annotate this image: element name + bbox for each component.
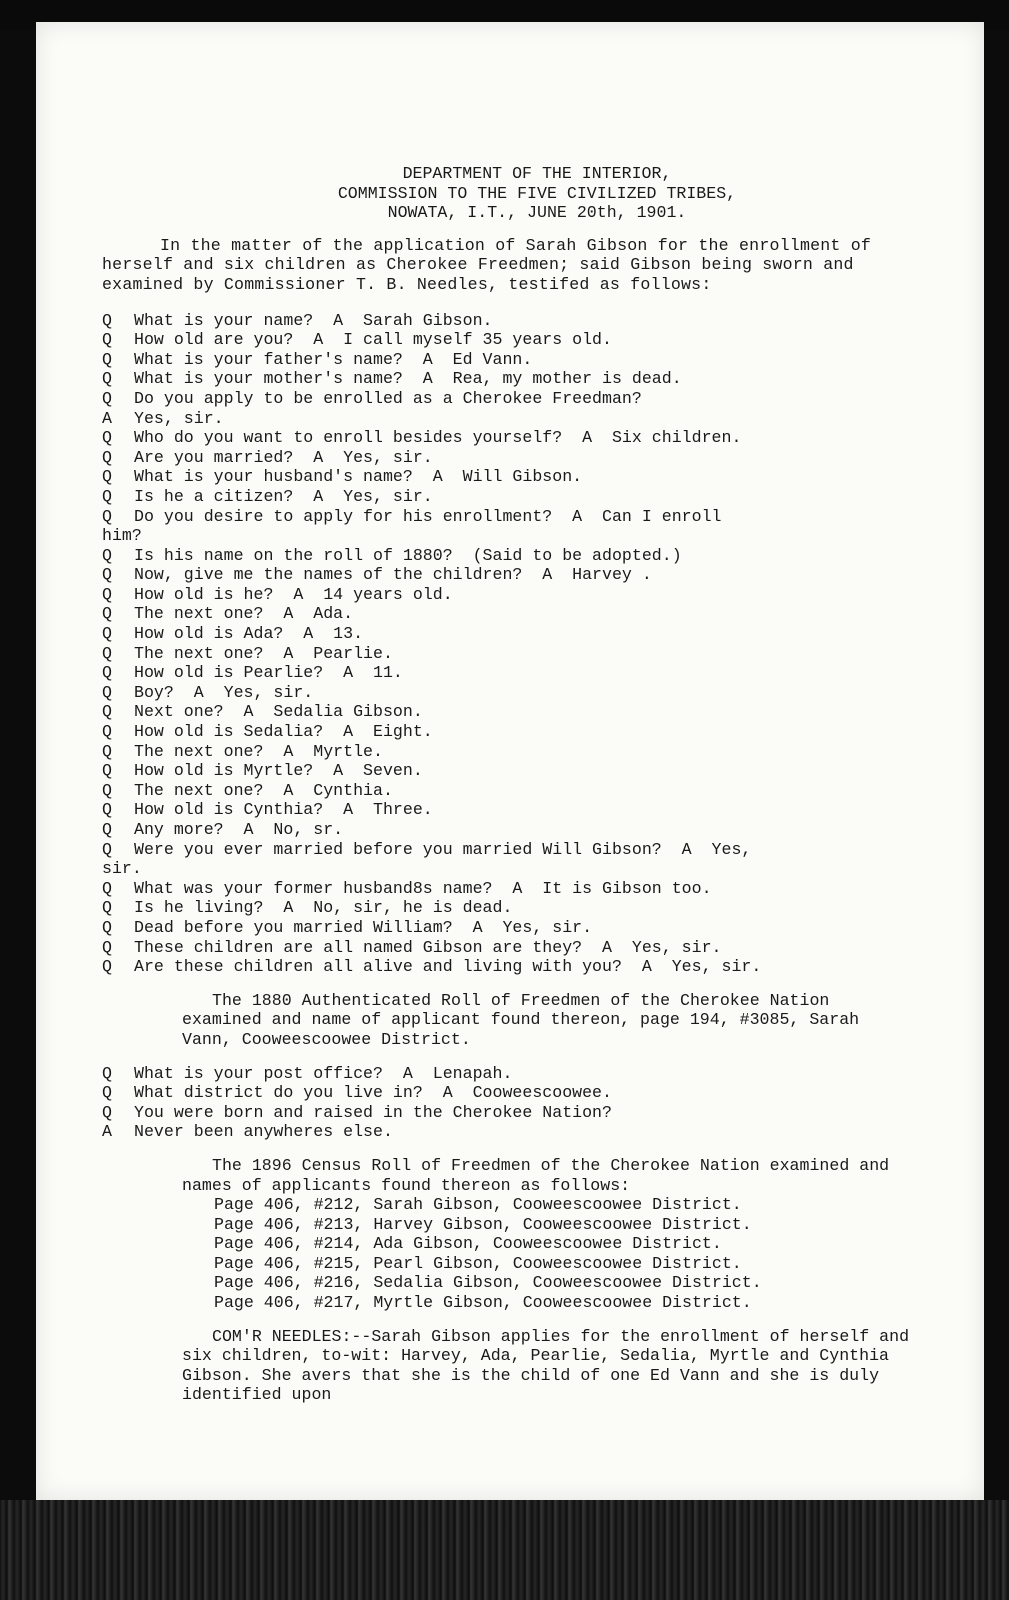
qa-line	[102, 722, 942, 742]
qa-text: How old is Cynthia? A Three.	[134, 800, 433, 820]
qa-line	[102, 467, 942, 487]
census-entry: Page 406, #215, Pearl Gibson, Cooweescoowee District.	[214, 1253, 742, 1273]
qa-line	[102, 448, 942, 468]
qa-marker: Q	[102, 369, 112, 389]
qa-line	[102, 879, 942, 899]
qa-line	[102, 389, 942, 409]
qa-text: Next one? A Sedalia Gibson.	[134, 702, 423, 722]
qa-text: How old is Sedalia? A Eight.	[134, 722, 433, 742]
qa-line	[102, 428, 942, 448]
qa-line	[102, 800, 942, 820]
qa-line	[102, 1083, 942, 1103]
qa-text: How old is Pearlie? A 11.	[134, 663, 403, 683]
qa-text: How old is Ada? A 13.	[134, 624, 364, 644]
qa-marker: Q	[102, 820, 112, 839]
roll-1880-paragraph: The 1880 Authenticated Roll of Freedmen of the Cherokee Nation examined and name of applicant found thereon, page 194, #3085, Sarah Vann, Cooweescoowee District.	[182, 990, 860, 1049]
heading-commission: COMMISSION TO THE FIVE CIVILIZED TRIBES,	[337, 183, 737, 203]
qa-marker: Q	[102, 702, 112, 722]
qa-marker: Q	[102, 741, 112, 761]
qa-marker: Q	[102, 604, 112, 624]
qa-marker: A	[102, 408, 112, 428]
qa-text: You were born and raised in the Cherokee Nation?	[134, 1102, 612, 1122]
qa-text: The next one? A Cynthia.	[134, 780, 393, 800]
qa-text: What is your father's name? A Ed Vann.	[134, 349, 533, 369]
qa-marker: Q	[102, 722, 112, 742]
qa-line	[102, 585, 942, 605]
qa-marker: Q	[102, 506, 112, 526]
qa-text: Now, give me the names of the children? A Harvey .	[134, 565, 652, 585]
qa-line	[102, 957, 942, 977]
qa-line	[102, 369, 942, 389]
qa-text: The next one? A Pearlie.	[134, 643, 393, 663]
qa-marker: Q	[102, 957, 112, 977]
qa-line	[102, 565, 942, 585]
census-1896-intro: The 1896 Census Roll of Freedmen of the Cherokee Nation examined and names of applicants found thereon as follows:	[182, 1155, 890, 1195]
census-entry: Page 406, #212, Sarah Gibson, Cooweescoowee District.	[214, 1195, 742, 1215]
census-entry: Page 406, #216, Sedalia Gibson, Cooweescoowee District.	[214, 1273, 762, 1293]
qa-text: Is he living? A No, sir, he is dead.	[134, 898, 513, 918]
qa-marker: Q	[102, 467, 112, 487]
qa-text: Who do you want to enroll besides yourself? A Six children.	[134, 428, 742, 448]
qa-text: Are you married? A Yes, sir.	[134, 447, 433, 467]
testimony-qa-list	[102, 311, 942, 977]
qa-line	[102, 644, 942, 664]
qa-line	[102, 311, 942, 331]
qa-line	[102, 624, 942, 644]
intro-paragraph: In the matter of the application of Sarah Gibson for the enrollment of herself and six children as Cherokee Freedmen; said Gibson being sworn and examined by Commissioner T. B. Needles, testifed as follows:	[102, 235, 872, 294]
qa-marker: Q	[102, 780, 112, 800]
qa-text: What is your husband's name? A Will Gibson.	[134, 467, 583, 487]
commissioner-statement: COM'R NEEDLES:--Sarah Gibson applies for the enrollment of herself and six children, to-wit: Harvey, Ada, Pearlie, Sedalia, Myrtle and Cynthia Gibson. She avers that she is the child of one Ed Vann and she is duly identified upon	[182, 1326, 910, 1405]
qa-marker: Q	[102, 584, 112, 604]
qa-line	[102, 702, 942, 722]
qa-line	[102, 938, 942, 958]
qa-text: Boy? A Yes, sir.	[134, 682, 314, 702]
qa-line	[102, 663, 942, 683]
qa-text: sir.	[102, 859, 142, 879]
qa-text: Do you apply to be enrolled as a Cherokee Freedman?	[134, 388, 642, 408]
qa-line	[102, 1064, 942, 1084]
qa-text: Do you desire to apply for his enrollment? A Can I enroll	[134, 506, 722, 526]
qa-marker: Q	[102, 682, 112, 702]
qa-line	[102, 761, 942, 781]
qa-marker: Q	[102, 310, 112, 330]
document-heading	[102, 164, 942, 223]
qa-marker: Q	[102, 447, 112, 467]
qa-line	[102, 898, 942, 918]
qa-line	[102, 330, 942, 350]
qa-text: These children are all named Gibson are they? A Yes, sir.	[134, 937, 722, 957]
qa-marker: Q	[102, 878, 112, 898]
document-page	[36, 22, 984, 1500]
qa-marker: Q	[102, 898, 112, 918]
qa-line	[102, 742, 942, 762]
qa-marker: Q	[102, 643, 112, 663]
qa-text: Never been anywheres else.	[134, 1122, 393, 1142]
census-entry: Page 406, #213, Harvey Gibson, Cooweescoowee District.	[214, 1214, 752, 1234]
heading-department: DEPARTMENT OF THE INTERIOR,	[402, 164, 672, 183]
qa-line	[102, 1122, 942, 1142]
qa-text: What is your mother's name? A Rea, my mother is dead.	[134, 369, 682, 389]
qa-line	[102, 487, 942, 507]
qa-text: Yes, sir.	[134, 408, 224, 428]
census-1896-entries	[102, 1195, 942, 1313]
qa-text: him?	[102, 526, 142, 546]
qa-line	[102, 1103, 942, 1123]
qa-line	[102, 781, 942, 801]
qa-text: Any more? A No, sr.	[134, 820, 344, 839]
qa-marker: Q	[102, 624, 112, 644]
qa-line	[102, 840, 942, 860]
qa-marker: Q	[102, 800, 112, 820]
qa-marker: Q	[102, 349, 112, 369]
scan-border-bottom	[0, 1500, 1009, 1600]
qa-marker: Q	[102, 761, 112, 781]
qa-line	[102, 526, 942, 546]
qa-line	[102, 820, 942, 840]
qa-marker: Q	[102, 428, 112, 448]
post-office-qa-list	[102, 1064, 942, 1142]
heading-place-date: NOWATA, I.T., JUNE 20th, 1901.	[387, 203, 687, 223]
qa-text: Are these children all alive and living with you? A Yes, sir.	[134, 957, 762, 977]
qa-marker: Q	[102, 917, 112, 937]
qa-text: How old is he? A 14 years old.	[134, 584, 453, 604]
qa-text: Is he a citizen? A Yes, sir.	[134, 486, 433, 506]
qa-marker: Q	[102, 1102, 112, 1122]
qa-text: What district do you live in? A Cooweescoowee.	[134, 1083, 612, 1103]
census-entry: Page 406, #217, Myrtle Gibson, Cooweescoowee District.	[214, 1293, 752, 1313]
qa-marker: Q	[102, 486, 112, 506]
qa-text: How old is Myrtle? A Seven.	[134, 761, 423, 781]
census-entry: Page 406, #214, Ada Gibson, Cooweescoowee District.	[214, 1234, 722, 1254]
qa-marker: Q	[102, 937, 112, 957]
qa-marker: Q	[102, 839, 112, 859]
qa-text: What is your post office? A Lenapah.	[134, 1063, 513, 1083]
qa-text: Were you ever married before you married Will Gibson? A Yes,	[134, 839, 752, 859]
qa-marker: Q	[102, 545, 112, 565]
qa-line	[102, 350, 942, 370]
qa-marker: Q	[102, 1083, 112, 1103]
qa-marker: Q	[102, 388, 112, 408]
qa-text: What was your former husband8s name? A It is Gibson too.	[134, 878, 712, 898]
qa-marker: Q	[102, 330, 112, 350]
document-body	[102, 164, 942, 1405]
qa-text: Dead before you married William? A Yes, sir.	[134, 917, 593, 937]
qa-text: The next one? A Myrtle.	[134, 741, 383, 761]
qa-text: Is his name on the roll of 1880? (Said to be adopted.)	[134, 545, 682, 565]
qa-marker: Q	[102, 565, 112, 585]
qa-text: The next one? A Ada.	[134, 604, 354, 624]
qa-text: What is your name? A Sarah Gibson.	[134, 310, 493, 330]
qa-marker: A	[102, 1122, 112, 1142]
qa-line	[102, 683, 942, 703]
qa-line	[102, 859, 942, 879]
qa-line	[102, 546, 942, 566]
qa-text: How old are you? A I call myself 35 years old.	[134, 330, 612, 350]
qa-line	[102, 507, 942, 527]
qa-marker: Q	[102, 1063, 112, 1083]
qa-line	[102, 409, 942, 429]
qa-line	[102, 604, 942, 624]
qa-line	[102, 918, 942, 938]
qa-marker: Q	[102, 663, 112, 683]
